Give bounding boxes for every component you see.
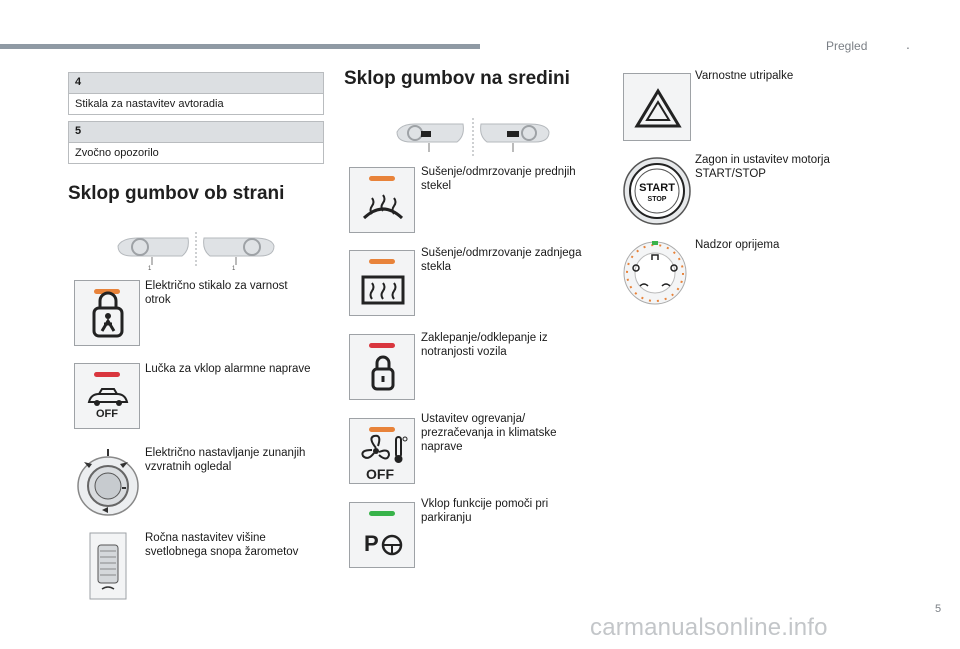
rear-defrost-label: Sušenje/odmrzovanje zadnjega stekla <box>421 247 582 273</box>
park-text: P <box>364 531 379 556</box>
front-defrost-button[interactable] <box>349 167 415 233</box>
middle-section-title: Sklop gumbov na sredini <box>344 68 570 89</box>
child-lock-label: Električno stikalo za varnost otrok <box>145 280 288 306</box>
alarm-off-text: OFF <box>96 408 118 420</box>
table-5-number: 5 <box>69 122 323 142</box>
central-lock-button[interactable] <box>349 334 415 400</box>
child-lock-button[interactable] <box>74 280 140 346</box>
park-assist-label: Vklop funkcije pomoči pri parkiranju <box>421 498 549 524</box>
start-stop-label: Zagon in ustavitev motorja START/STOP <box>695 154 830 180</box>
table-5-text: Zvočno opozorilo <box>69 142 323 163</box>
thumb-label-left: 1 <box>148 266 152 270</box>
mirror-adjust-knob-icon[interactable] <box>72 446 140 518</box>
hazard-icon <box>624 74 692 142</box>
climate-off-label: Ustavitev ogrevanja/ prezračevanja in klimatske naprave <box>421 413 557 453</box>
hazard-button[interactable] <box>623 73 691 141</box>
table-4-number: 4 <box>69 73 323 93</box>
central-lock-label: Zaklepanje/odklepanje iz notranjosti vozila <box>421 332 548 358</box>
start-text: START <box>639 182 675 194</box>
dashboard-side-thumbnail-icon <box>112 230 280 270</box>
alarm-button[interactable] <box>74 363 140 429</box>
header-rule <box>0 44 480 49</box>
grip-control-label: Nadzor oprijema <box>695 239 780 251</box>
front-defrost-icon <box>350 168 416 234</box>
page-number: 5 <box>935 603 942 615</box>
headlamp-level-icon[interactable] <box>88 531 128 601</box>
hazard-label: Varnostne utripalke <box>695 70 794 82</box>
section-title: Pregled <box>826 39 868 53</box>
table-4 <box>68 72 324 115</box>
table-4-text: Stikala za nastavitev avtoradia <box>69 93 323 114</box>
table-5 <box>68 121 324 164</box>
start-stop-button-icon[interactable] <box>622 156 692 226</box>
alarm-label: Lučka za vklop alarmne naprave <box>145 363 311 375</box>
front-defrost-label: Sušenje/odmrzovanje prednjih stekel <box>421 166 576 192</box>
lock-icon <box>350 335 416 401</box>
fan-off-icon <box>350 419 416 485</box>
header-dot: . <box>906 36 910 52</box>
watermark: carmanualsonline.info <box>590 614 828 641</box>
fan-off-text: OFF <box>366 466 394 482</box>
park-assist-button[interactable] <box>349 502 415 568</box>
stop-text: STOP <box>647 196 667 203</box>
dashboard-center-thumbnail-icon <box>393 118 553 158</box>
mirror-adjust-label: Električno nastavljanje zunanjih vzvratnih ogledal <box>145 447 306 473</box>
rear-defrost-button[interactable] <box>349 250 415 316</box>
climate-off-button[interactable] <box>349 418 415 484</box>
left-section-title: Sklop gumbov ob strani <box>68 183 285 204</box>
thumb-label-right: 1 <box>232 266 236 270</box>
grip-control-dial-icon[interactable] <box>620 238 690 308</box>
headlamp-level-label: Ročna nastavitev višine svetlobnega snopa žarometov <box>145 532 299 558</box>
park-assist-icon <box>350 503 416 569</box>
car-alarm-off-icon <box>75 364 141 430</box>
child-lock-icon <box>75 281 141 347</box>
rear-defrost-icon <box>350 251 416 317</box>
